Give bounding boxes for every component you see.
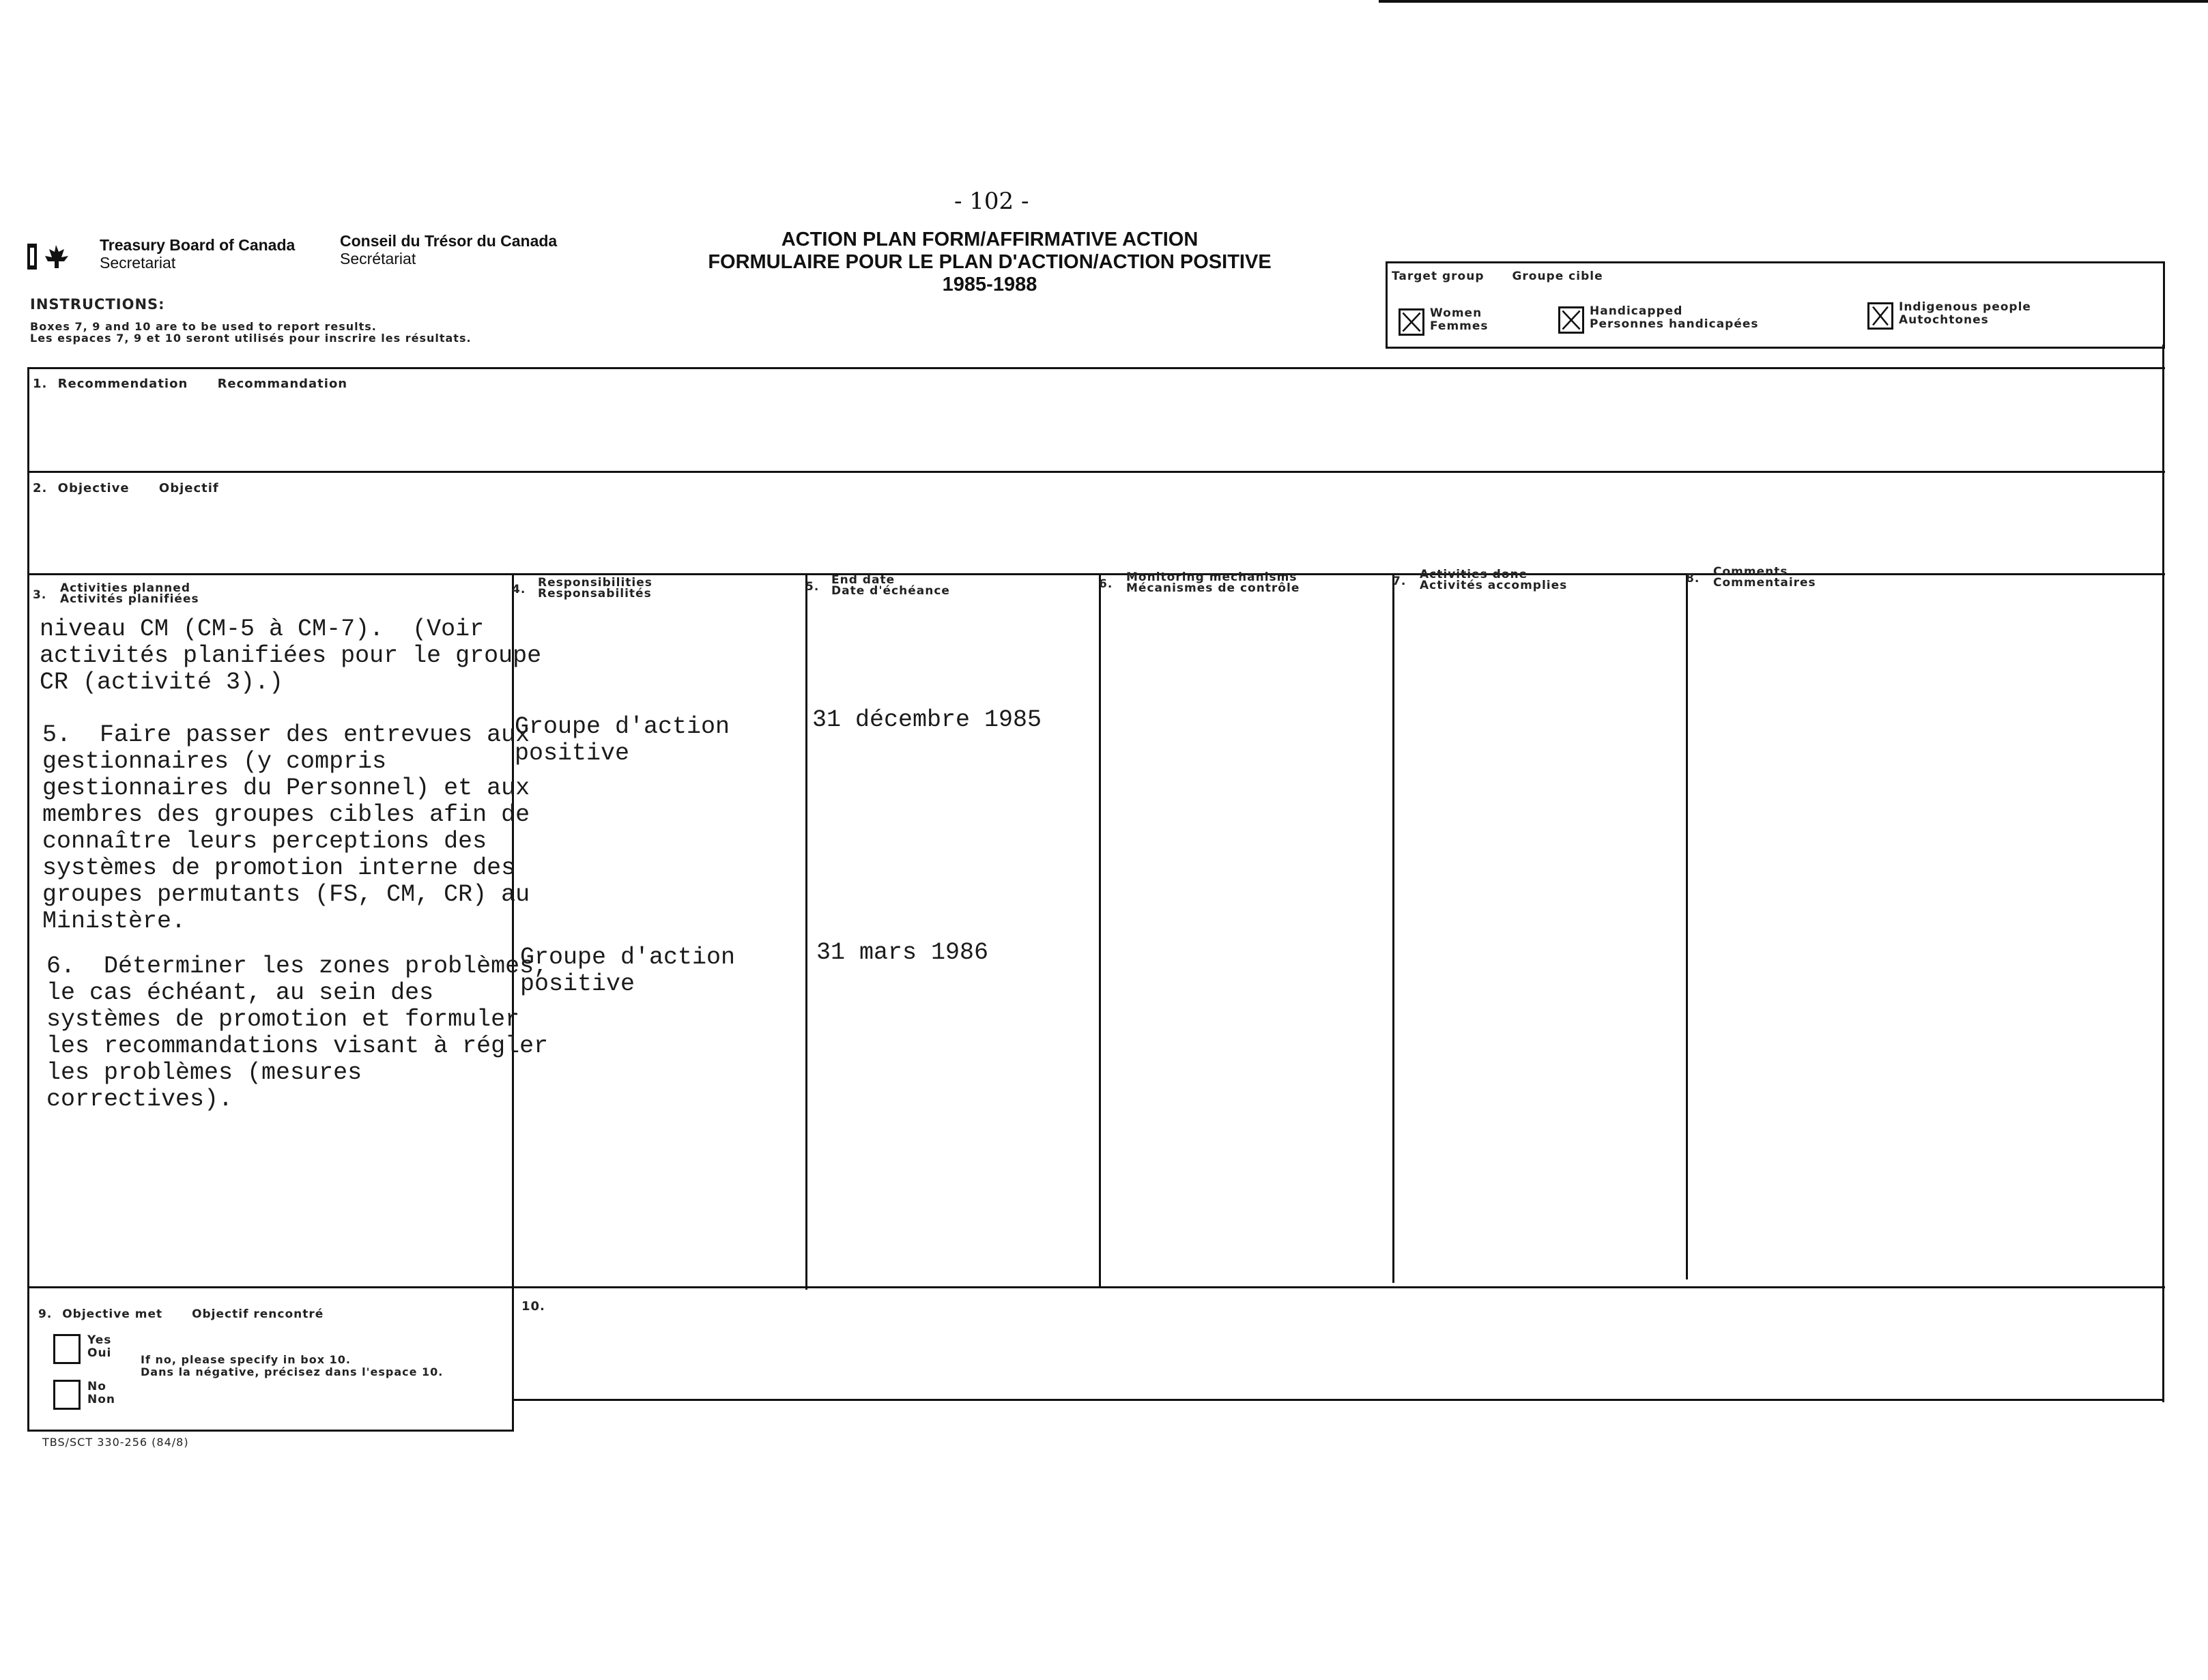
target-group-label <box>1392 270 1603 283</box>
col3-header <box>33 583 199 605</box>
col8-en: Comments <box>1713 565 1788 579</box>
activity-6: 6. Déterminer les zones problèmes, le cas échéant, au sein des systèmes de promotion et formuler les recommandations visant à régler les problèmes (mesures correctives). <box>46 953 549 1113</box>
col7-num: 7. <box>1392 575 1407 588</box>
col5-en: End date <box>831 573 895 587</box>
agency-en <box>100 236 295 272</box>
handicapped-label-fr: Personnes handicapées <box>1590 317 1759 331</box>
box10-label: 10. <box>521 1299 545 1314</box>
box1-label <box>33 377 347 390</box>
agency-fr-sub: Secrétariat <box>340 250 416 267</box>
col4-fr: Responsabilités <box>538 587 652 600</box>
col7-en: Activities done <box>1420 568 1528 581</box>
instructions-label: INSTRUCTIONS: <box>30 296 165 313</box>
end-date-5: 31 décembre 1985 <box>812 706 1042 734</box>
target-group-box <box>1386 261 2165 349</box>
col5-header <box>805 575 950 596</box>
box1-bottom <box>27 471 2165 473</box>
col8-num: 8. <box>1686 572 1700 585</box>
top-edge-line <box>1379 0 2208 3</box>
yes-en: Yes <box>87 1333 112 1347</box>
col-divider-5-6 <box>1099 573 1101 1286</box>
handicapped-label <box>1590 305 1759 331</box>
form-title <box>683 229 1297 296</box>
col4-header <box>512 577 653 599</box>
indigenous-label-fr: Autochtones <box>1899 313 1989 327</box>
instructions <box>30 298 472 344</box>
box1-num: 1. <box>33 377 48 391</box>
target-group-label-fr: Groupe cible <box>1512 270 1603 283</box>
instructions-en: Boxes 7, 9 and 10 are to be used to report results. <box>30 320 377 333</box>
col8-fr: Commentaires <box>1713 576 1816 590</box>
women-label-en: Women <box>1430 306 1482 320</box>
col-divider-7-8 <box>1686 573 1688 1279</box>
instructions-fr: Les espaces 7, 9 et 10 seront utilisés pour inscrire les résultats. <box>30 332 472 345</box>
no-fr: Non <box>87 1393 116 1406</box>
col7-header <box>1392 569 1567 591</box>
col-divider-4-5 <box>805 573 807 1290</box>
agency-en-sub: Secretariat <box>100 254 176 272</box>
col-divider-6-7 <box>1392 573 1394 1283</box>
indigenous-checkbox[interactable] <box>1867 302 1893 330</box>
box9-note-en: If no, please specify in box 10. <box>141 1353 351 1366</box>
col5-fr: Date d'échéance <box>831 584 950 598</box>
women-label <box>1430 307 1489 333</box>
box2-label <box>33 482 219 495</box>
box1-en: Recommendation <box>57 377 188 391</box>
box1-fr: Recommandation <box>217 377 348 391</box>
title-line-3: 1985-1988 <box>942 274 1037 295</box>
form-number: TBS/SCT 330-256 (84/8) <box>42 1436 189 1449</box>
col7-fr: Activités accomplies <box>1420 579 1568 592</box>
no-en: No <box>87 1380 106 1393</box>
col6-num: 6. <box>1099 577 1113 591</box>
end-date-6: 31 mars 1986 <box>816 939 989 966</box>
col3-en: Activities planned <box>60 581 190 595</box>
box9-fr: Objectif rencontré <box>192 1307 324 1321</box>
agency-fr-name: Conseil du Trésor du Canada <box>340 232 558 250</box>
box9-note-fr: Dans la négative, précisez dans l'espace 10. <box>141 1365 444 1378</box>
frame-bottom-left <box>27 1430 514 1432</box>
frame-left <box>27 367 29 1432</box>
col3-fr: Activités planifiées <box>60 592 199 606</box>
col6-fr: Mécanismes de contrôle <box>1126 581 1300 595</box>
activity-continued: niveau CM (CM-5 à CM-7). (Voir activités planifiées pour le groupe CR (activité 3).) <box>40 615 542 696</box>
page-number: - 102 - <box>954 188 1029 215</box>
col8-header <box>1686 566 1816 588</box>
title-line-2: FORMULAIRE POUR LE PLAN D'ACTION/ACTION POSITIVE <box>708 251 1272 273</box>
frame-top <box>27 367 2165 369</box>
box2-en: Objective <box>57 481 130 495</box>
yes-label <box>87 1334 111 1360</box>
no-checkbox[interactable] <box>53 1380 81 1410</box>
women-label-fr: Femmes <box>1430 319 1489 333</box>
yes-checkbox[interactable] <box>53 1334 81 1364</box>
box9-note <box>141 1354 443 1378</box>
col4-num: 4. <box>512 583 526 596</box>
col5-num: 5. <box>805 580 820 594</box>
yes-fr: Oui <box>87 1346 112 1360</box>
no-label <box>87 1380 115 1406</box>
title-line-1: ACTION PLAN FORM/AFFIRMATIVE ACTION <box>781 229 1199 250</box>
women-checkbox[interactable] <box>1399 308 1424 336</box>
agency-fr <box>340 232 557 267</box>
activity-5: 5. Faire passer des entrevues aux gestionnaires (y compris gestionnaires du Personnel) et aux membres des groupes cibles afin de connaître leurs perceptions des systèmes de promotion interne des groupes permutants (FS, CM, CR) au Ministère. <box>42 721 530 935</box>
box9-num: 9. <box>38 1307 53 1321</box>
columns-bottom <box>27 1286 2165 1288</box>
col4-en: Responsibilities <box>538 576 653 590</box>
box9-en: Objective met <box>62 1307 163 1321</box>
col6-en: Monitoring mechanisms <box>1126 570 1297 584</box>
box2-fr: Objectif <box>158 481 219 495</box>
frame-right <box>2162 345 2164 1402</box>
col3-num: 3. <box>33 588 47 602</box>
responsibility-5: Groupe d'action positive <box>515 713 730 767</box>
indigenous-label <box>1899 301 2031 327</box>
agency-en-name: Treasury Board of Canada <box>100 236 296 254</box>
col6-header <box>1099 572 1300 594</box>
target-group-label-en: Target group <box>1392 270 1485 283</box>
box2-num: 2. <box>33 481 48 495</box>
canada-flag-logo <box>26 242 76 271</box>
indigenous-label-en: Indigenous people <box>1899 300 2031 314</box>
box2-bottom <box>27 573 2165 575</box>
handicapped-label-en: Handicapped <box>1590 304 1683 318</box>
box9-label <box>38 1308 324 1321</box>
frame-bottom-right <box>512 1399 2164 1401</box>
handicapped-checkbox[interactable] <box>1558 306 1584 334</box>
responsibility-6: Groupe d'action positive <box>520 944 736 998</box>
